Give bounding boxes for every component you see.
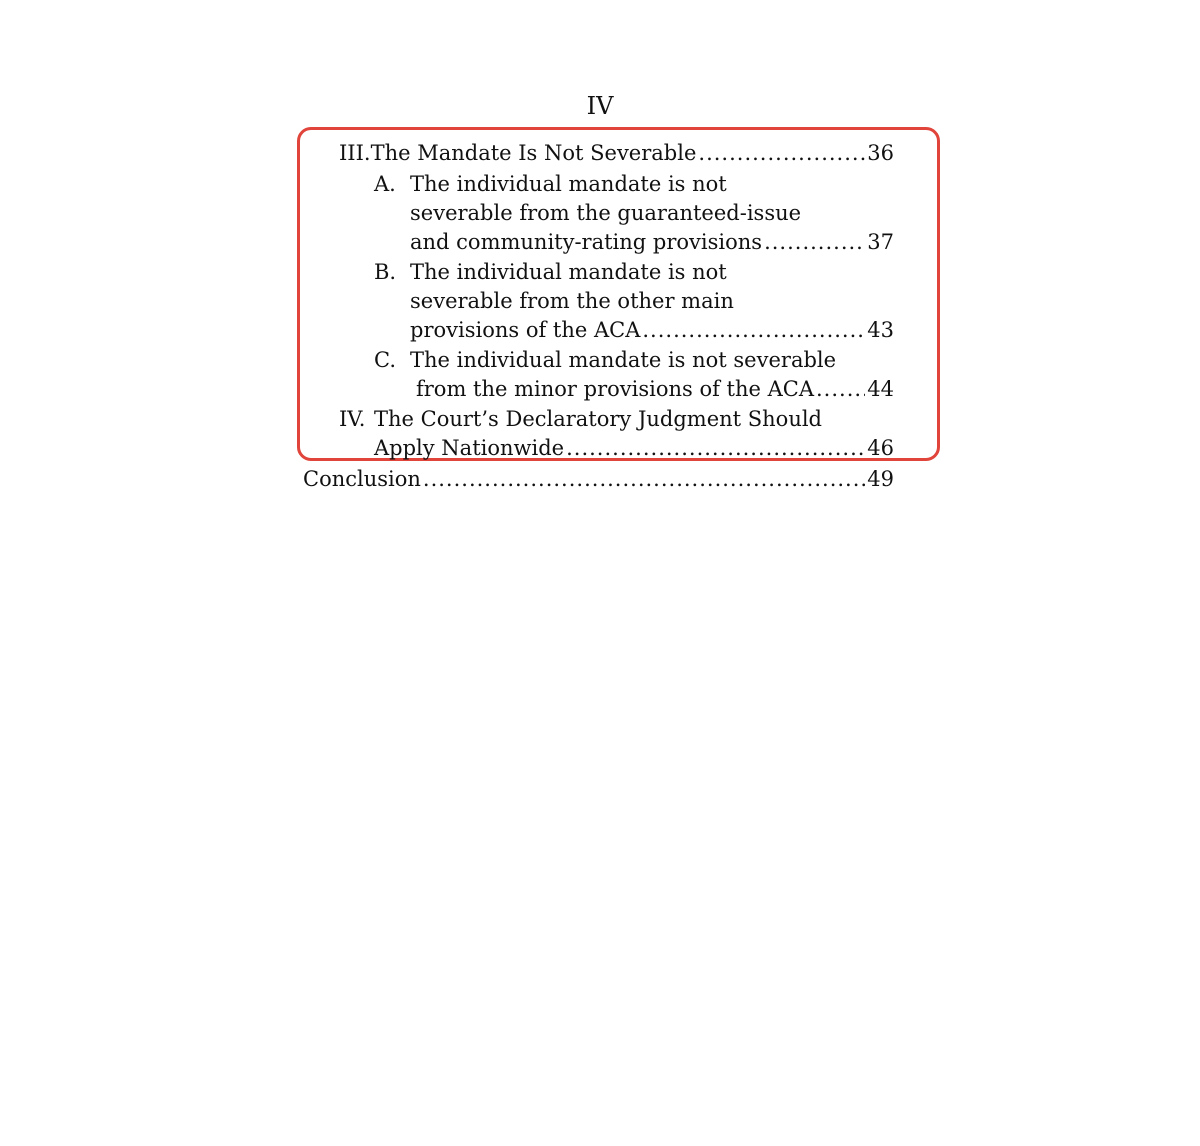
- toc-leader-dots: [423, 465, 865, 493]
- toc-conclusion-title: Conclusion: [303, 467, 421, 491]
- toc-page-number: 49: [867, 467, 894, 491]
- toc-item-text: severable from the other main: [410, 289, 734, 313]
- page-number: IV: [586, 92, 614, 120]
- toc-page-number: 37: [867, 230, 894, 254]
- toc-item-letter: B.: [374, 260, 397, 284]
- toc-leader-dots: [566, 434, 865, 462]
- toc-entry-section-iii: [339, 139, 894, 167]
- toc-entry-item-c: [416, 375, 894, 403]
- toc-section-title: Apply Nationwide: [374, 436, 565, 460]
- toc-item-text: severable from the guaranteed-issue: [410, 201, 802, 225]
- toc-leader-dots: [764, 228, 865, 256]
- toc-page-number: 36: [867, 141, 894, 165]
- toc-item-letter: A.: [374, 172, 396, 196]
- toc-item-letter: C.: [374, 348, 396, 372]
- toc-section-title: The Court’s Declaratory Judgment Should: [374, 407, 823, 431]
- toc-leader-dots: [642, 316, 865, 344]
- toc-item-text: The individual mandate is not: [410, 260, 727, 284]
- toc-entry-section-iv: [374, 434, 894, 462]
- toc-page-number: 43: [867, 318, 894, 342]
- toc-entry-conclusion: [303, 465, 894, 493]
- toc-item-text: and community-rating provisions: [410, 230, 763, 254]
- toc-section-title: The Mandate Is Not Severable: [370, 141, 697, 165]
- toc-item-text: provisions of the ACA: [410, 318, 641, 342]
- toc-entry-item-a: [410, 228, 894, 256]
- toc-entry-item-b: [410, 316, 894, 344]
- toc-item-text: The individual mandate is not: [410, 172, 727, 196]
- toc-item-text: The individual mandate is not severable: [410, 348, 837, 372]
- toc-leader-dots: [816, 375, 865, 403]
- toc-item-text: from the minor provisions of the ACA: [416, 377, 814, 401]
- toc-page-number: 44: [867, 377, 894, 401]
- toc-section-number: IV.: [339, 407, 366, 431]
- toc-page-number: 46: [867, 436, 894, 460]
- toc-leader-dots: [698, 139, 865, 167]
- toc-section-number: III.: [339, 141, 371, 165]
